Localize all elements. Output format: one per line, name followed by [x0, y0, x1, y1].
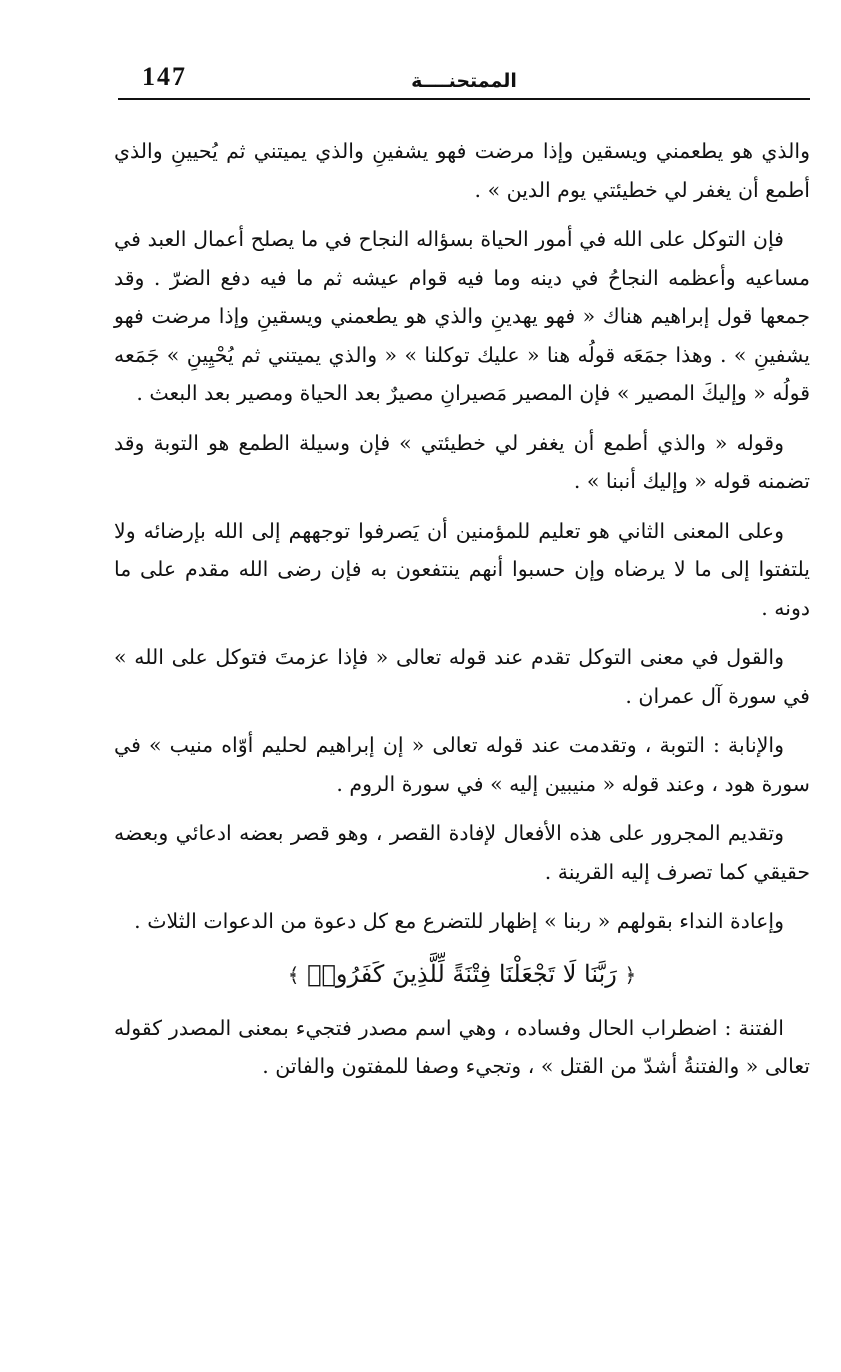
- body-text: [114, 132, 810, 1097]
- header-divider: [118, 98, 810, 100]
- page-number: 147: [142, 62, 187, 91]
- paragraph: والقول في معنى التوكل تقدم عند قوله تعالى « فإذا عزمتَ فتوكل على الله » في سورة آل عمران .: [114, 645, 810, 708]
- paragraph: وتقديم المجرور على هذه الأفعال لإفادة القصر ، وهو قصر بعضه ادعائي وبعضه حقيقي كما تصرف إليه القرينة .: [114, 821, 810, 884]
- paragraph: الفتنة : اضطراب الحال وفساده ، وهي اسم مصدر فتجيء بمعنى المصدر كقوله تعالى « والفتنةُ أشدّ من القتل » ، وتجيء وصفا للمفتون والفاتن .: [114, 1015, 810, 1078]
- verse-close-bracket: ﴾: [287, 962, 300, 987]
- page-header: [118, 58, 810, 98]
- paragraph: والإنابة : التوبة ، وتقدمت عند قوله تعالى « إن إبراهيم لحليم أوّاه منيب » في سورة هود ، وعند قوله « منيبين إليه » في سورة الروم .: [114, 733, 810, 796]
- paragraph: والذي هو يطعمني ويسقين وإذا مرضت فهو يشفينِ والذي يميتني ثم يُحيينِ والذي أطمع أن يغفر لي خطيئتي يوم الدين » .: [114, 139, 810, 202]
- paragraph: وإعادة النداء بقولهم « ربنا » إظهار للتضرع مع كل دعوة من الدعوات الثلاث .: [134, 909, 784, 933]
- verse-open-bracket: ﴿: [624, 962, 637, 987]
- running-title: الممتحنــــة: [411, 70, 517, 92]
- paragraph: وعلى المعنى الثاني هو تعليم للمؤمنين أن يَصرفوا توجههم إلى الله بإرضائه ولا يلتفتوا إلى ما لا يرضاه وإن حسبوا أنهم ينتفعون به فإن رضى الله مقدم على ما دونه .: [114, 518, 810, 620]
- quranic-verse: [114, 952, 810, 997]
- verse-text: رَبَّنَا لَا تَجْعَلْنَا فِتْنَةً لِّلَّذِينَ كَفَرُوا۟: [307, 959, 617, 988]
- paragraph: وقوله « والذي أطمع أن يغفر لي خطيئتي » فإن وسيلة الطمع هو التوبة وقد تضمنه قوله « وإليك أنبنا » .: [114, 430, 810, 493]
- paragraph: فإن التوكل على الله في أمور الحياة بسؤاله النجاح في ما يصلح أعمال العبد في مساعيه وأعظمه النجاحُ في دينه وما فيه قوام عيشه ثم ما فيه دفع الضرّ . وقد جمعها قول إبراهيم هناك « فهو يهدينِ والذي هو يطعمني ويسقينِ وإذا مرضت فهو يشفينِ » . وهذا جمَعَه قولُه هنا « عليك توكلنا » « والذي يميتني ثم يُحْيِينِ » جَمَعه قولُه « وإليكَ المصير » فإن المصير مَصيرانِ مصيرٌ بعد الحياة ومصير بعد البعث .: [114, 227, 810, 405]
